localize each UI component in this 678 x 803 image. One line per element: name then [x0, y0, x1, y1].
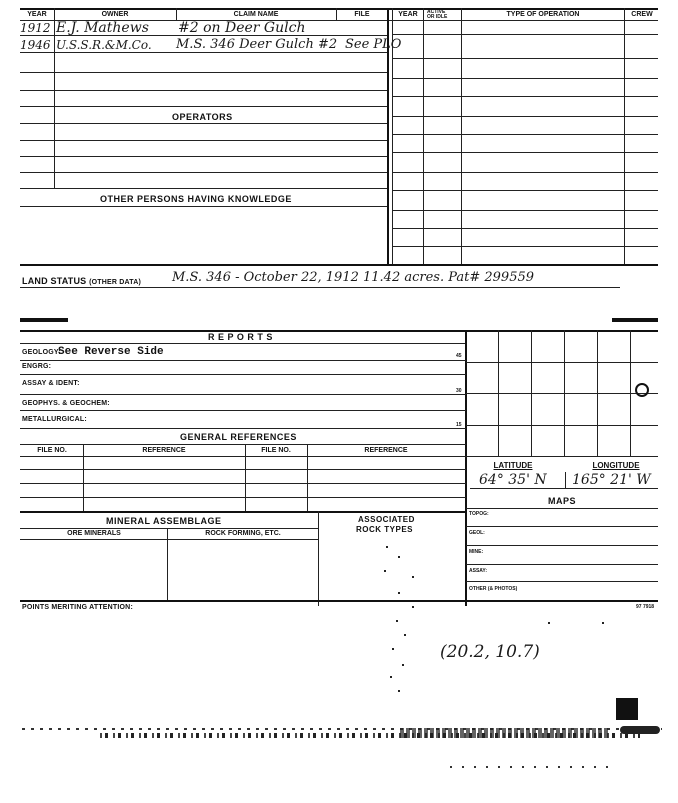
land-status-text: LAND STATUS	[22, 276, 87, 286]
crew-header: CREW	[631, 11, 653, 18]
geology-label: GEOLOGY:	[22, 349, 61, 356]
form-number: 97 7918	[636, 604, 655, 610]
geol-label: GEOL:	[469, 530, 485, 536]
general-refs-title: GENERAL REFERENCES	[180, 432, 297, 442]
points-meriting-label: POINTS MERITING ATTENTION:	[22, 604, 133, 611]
land-status-label	[22, 276, 141, 286]
mine-label: MINE:	[469, 549, 484, 555]
row2-file: See PLO	[345, 37, 402, 52]
geology-value: See Reverse Side	[58, 346, 164, 358]
associated-title: ASSOCIATED	[358, 515, 415, 524]
corner-mark	[616, 698, 638, 720]
mineral-assemblage-title: MINERAL ASSEMBLAGE	[106, 516, 222, 526]
year2-header: YEAR	[398, 11, 418, 18]
type-of-operation-header: TYPE OF OPERATION	[506, 11, 580, 18]
row2-claim: M.S. 346 Deer Gulch #2	[176, 37, 338, 52]
reference-header-2: REFERENCE	[364, 447, 408, 454]
row1-year: 1912	[20, 21, 51, 35]
other-photos-label: OTHER (& PHOTOS)	[469, 586, 518, 592]
assay-ident-label: ASSAY & IDENT:	[22, 380, 80, 387]
land-status-value: M.S. 346 - October 22, 1912 11.42 acres. Pat# 299559	[172, 270, 535, 285]
reports-title: R E P O R T S	[208, 332, 273, 342]
row1-owner: E.J. Mathews	[56, 20, 149, 36]
longitude-label: LONGITUDE	[592, 461, 640, 470]
operators-title: OPERATORS	[172, 112, 233, 122]
metallurgical-label: METALLURGICAL:	[22, 416, 87, 423]
claim-name-header: CLAIM NAME	[233, 11, 279, 18]
latitude-value: 64° 35' N	[479, 472, 547, 488]
maps-title: MAPS	[548, 496, 577, 506]
num-45: 45	[456, 353, 462, 359]
file-no-header-1: FILE NO.	[37, 447, 67, 454]
file-header: FILE	[354, 11, 370, 18]
assay-label: ASSAY:	[469, 568, 488, 574]
row2-year: 1946	[20, 38, 51, 52]
row1-claim: #2 on Deer Gulch	[178, 20, 306, 36]
topog-label: TOPOG:	[469, 511, 489, 517]
year-header: YEAR	[27, 11, 47, 18]
active-header: ACTIVE	[427, 9, 446, 15]
owner-header: OWNER	[101, 11, 129, 18]
reference-header-1: REFERENCE	[142, 447, 186, 454]
longitude-value: 165° 21' W	[572, 472, 651, 488]
grid-reference: (20.2, 10.7)	[440, 642, 540, 662]
file-no-header-2: FILE NO.	[261, 447, 291, 454]
num-15: 15	[456, 422, 462, 428]
engrg-label: ENGRG:	[22, 363, 52, 370]
other-persons-title: OTHER PERSONS HAVING KNOWLEDGE	[100, 194, 292, 204]
rock-forming-header: ROCK FORMING, ETC.	[205, 530, 281, 537]
location-marker-icon	[635, 383, 649, 397]
land-status-sub: (OTHER DATA)	[89, 279, 141, 286]
num-30: 30	[456, 388, 462, 394]
geophys-label: GEOPHYS. & GEOCHEM:	[22, 400, 110, 407]
row2-owner: U.S.S.R.&M.Co.	[56, 38, 152, 52]
idle-header: OR IDLE	[427, 14, 448, 20]
ore-minerals-header: ORE MINERALS	[67, 530, 121, 537]
rock-types-title: ROCK TYPES	[356, 525, 414, 534]
latitude-label: LATITUDE	[493, 461, 533, 470]
